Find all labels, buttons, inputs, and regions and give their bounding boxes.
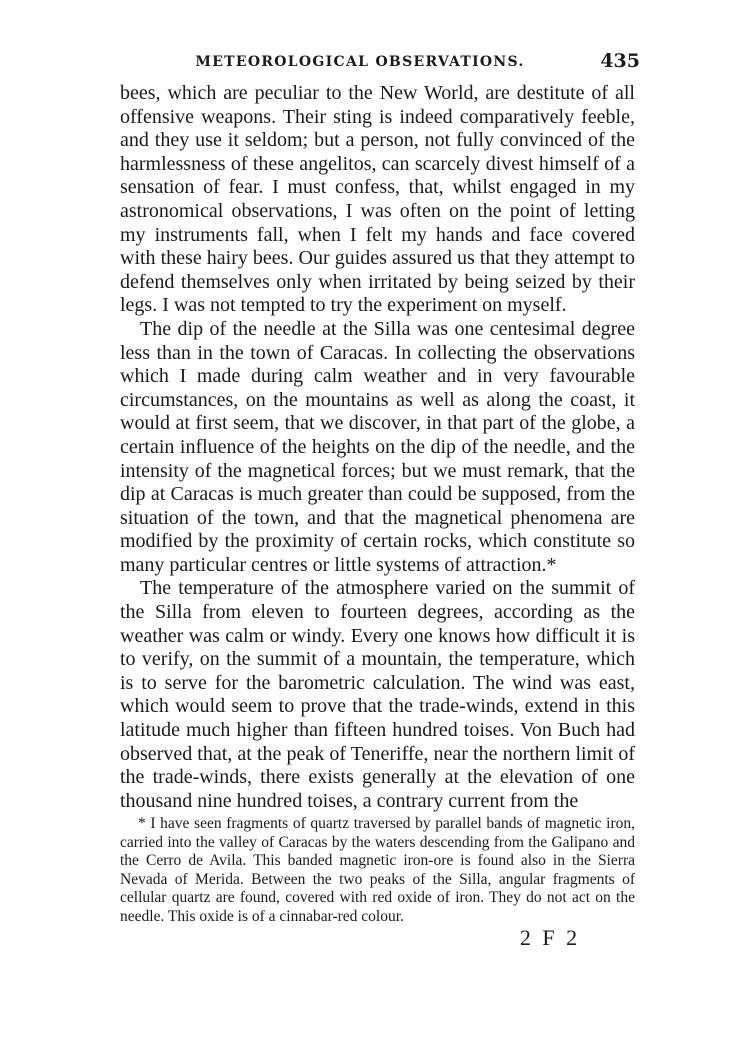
signature-mark: 2 F 2 <box>519 925 581 950</box>
footnote-1: * I have seen fragments of quartz traversed by parallel bands of magnetic iron, carried into the valley of Caracas by the waters descending from the Galipano and the Cerro de Avila. This banded magnetic iron-ore is found also in the Sierra Nevada of Merida. Between the two peaks of the Silla, angular fragments of cellular quartz are found, covered with red oxide of iron. They do not act on the needle. This oxide is of a cinnabar-red colour. <box>120 815 635 925</box>
running-title: METEOROLOGICAL OBSERVATIONS. <box>195 54 525 70</box>
running-head <box>120 50 640 80</box>
footnotes <box>120 815 635 927</box>
paragraph-2: The dip of the needle at the Silla was one centesimal degree less than in the town of Caracas. In collecting the observations which I made during calm weather and in very favourable circumstances, on the mountains as well as along the coast, it would at first seem, that we discover, in that part of the globe, a certain influence of the heights on the dip of the needle, and the intensity of the magnetical forces; but we must remark, that the dip at Caracas is much greater than could be supposed, from the situation of the town, and that the magnetical phenomena are modified by the proximity of certain rocks, which constitute so many particular centres or little systems of attraction.* <box>120 317 635 576</box>
paragraph-1: bees, which are peculiar to the New World, are destitute of all offensive weapons. Their sting is indeed comparatively feeble, and they use it seldom; but a person, not fully convinced of the harmlessness of these angelitos, can scarcely divest himself of a sensation of fear. I must confess, that, whilst engaged in my astronomical observations, I was often on the point of letting my instruments fall, when I felt my hands and face covered with these hairy bees. Our guides assured us that they attempt to defend themselves only when irritated by being seized by their legs. I was not tempted to try the experiment on myself. <box>120 82 635 317</box>
body-text <box>120 82 635 813</box>
page-number: 435 <box>600 50 640 72</box>
paragraph-3: The temperature of the atmosphere varied on the summit of the Silla from eleven to fourteen degrees, according as the weather was calm or windy. Every one knows how difficult it is to verify, on the summit of a mountain, the temperature, which is to serve for the barometric calculation. The wind was east, which would seem to prove that the trade-winds, extend in this latitude much higher than fifteen hundred toises. Von Buch had observed that, at the peak of Teneriffe, near the northern limit of the trade-winds, there exists generally at the elevation of one thousand nine hundred toises, a contrary current from the <box>120 577 635 812</box>
